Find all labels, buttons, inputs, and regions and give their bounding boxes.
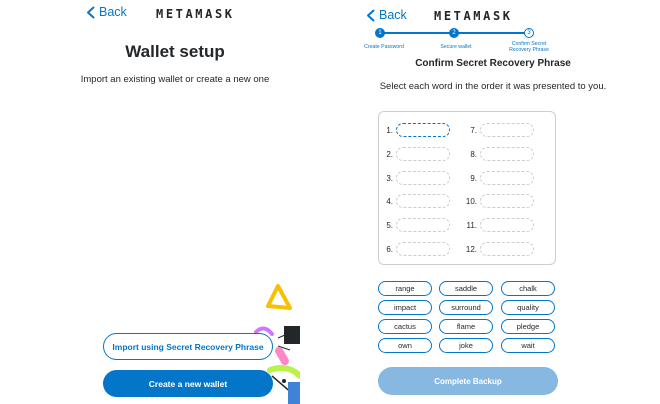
back-label: Back bbox=[99, 5, 127, 19]
word-chip[interactable]: pledge bbox=[501, 319, 555, 334]
slot-row bbox=[465, 194, 534, 208]
word-slot[interactable] bbox=[396, 171, 450, 185]
slot-number: 10. bbox=[465, 196, 477, 206]
word-slot[interactable] bbox=[480, 218, 534, 232]
slot-number: 8. bbox=[470, 149, 477, 159]
create-wallet-button[interactable]: Create a new wallet bbox=[103, 370, 273, 397]
step-1-dot: 1 bbox=[375, 28, 385, 38]
slot-number: 6. bbox=[386, 244, 393, 254]
slot-number: 5. bbox=[386, 220, 393, 230]
step-2-label: Secure wallet bbox=[440, 44, 472, 50]
page-title: Wallet setup bbox=[125, 42, 225, 61]
word-chip[interactable]: range bbox=[378, 281, 432, 296]
slot-row bbox=[381, 194, 450, 208]
progress-stepper bbox=[374, 28, 534, 38]
word-chip[interactable]: cactus bbox=[378, 319, 432, 334]
confirm-srp-screen bbox=[348, 0, 660, 404]
slot-row bbox=[381, 218, 450, 232]
slot-row bbox=[381, 242, 450, 256]
slot-row bbox=[381, 147, 450, 161]
word-slot[interactable] bbox=[396, 218, 450, 232]
word-slot[interactable] bbox=[480, 123, 534, 137]
slot-row bbox=[381, 171, 450, 185]
slot-row bbox=[465, 242, 534, 256]
word-chip[interactable]: saddle bbox=[439, 281, 493, 296]
slot-row bbox=[381, 123, 450, 137]
word-slot[interactable] bbox=[480, 242, 534, 256]
page-subtitle: Select each word in the order it was presented to you. bbox=[379, 81, 607, 92]
word-chip[interactable]: own bbox=[378, 338, 432, 353]
word-chip[interactable]: wait bbox=[501, 338, 555, 353]
page-title: Confirm Secret Recovery Phrase bbox=[415, 58, 571, 69]
slot-number: 3. bbox=[386, 173, 393, 183]
slot-number: 12. bbox=[465, 244, 477, 254]
slot-number: 9. bbox=[470, 173, 477, 183]
page-subtitle: Import an existing wallet or create a new one bbox=[80, 74, 270, 85]
word-slot[interactable] bbox=[396, 242, 450, 256]
slot-row bbox=[465, 123, 534, 137]
wallet-setup-screen bbox=[0, 0, 320, 404]
slot-number: 4. bbox=[386, 196, 393, 206]
chevron-left-icon bbox=[86, 6, 95, 19]
slot-number: 7. bbox=[470, 125, 477, 135]
step-3-dot: 3 bbox=[524, 28, 534, 38]
metamask-logo: METAMASK bbox=[156, 7, 235, 21]
back-label: Back bbox=[379, 8, 407, 22]
word-slot-grid bbox=[378, 111, 556, 265]
word-slot[interactable] bbox=[396, 194, 450, 208]
slot-number: 1. bbox=[386, 125, 393, 135]
slot-number: 11. bbox=[466, 220, 477, 230]
step-1-label: Create Password bbox=[364, 44, 404, 50]
word-chip[interactable]: chalk bbox=[501, 281, 555, 296]
slot-row bbox=[465, 218, 534, 232]
word-chip[interactable]: impact bbox=[378, 300, 432, 315]
slot-row bbox=[465, 147, 534, 161]
word-chip[interactable]: surround bbox=[439, 300, 493, 315]
word-slot[interactable] bbox=[396, 147, 450, 161]
step-3-label: Confirm Secret Recovery Phrase bbox=[509, 41, 549, 53]
step-2-dot: 2 bbox=[449, 28, 459, 38]
slot-number: 2. bbox=[386, 149, 393, 159]
word-slot[interactable] bbox=[480, 194, 534, 208]
metamask-logo: METAMASK bbox=[434, 9, 513, 23]
word-slot[interactable] bbox=[396, 123, 450, 137]
word-chip[interactable]: flame bbox=[439, 319, 493, 334]
import-srp-button[interactable]: Import using Secret Recovery Phrase bbox=[103, 333, 273, 360]
word-slot[interactable] bbox=[480, 171, 534, 185]
word-chip[interactable]: joke bbox=[439, 338, 493, 353]
back-button[interactable] bbox=[86, 5, 127, 19]
complete-backup-button[interactable]: Complete Backup bbox=[378, 367, 558, 395]
chevron-left-icon bbox=[366, 9, 375, 22]
word-chip[interactable]: quality bbox=[501, 300, 555, 315]
word-slot[interactable] bbox=[480, 147, 534, 161]
slot-row bbox=[465, 171, 534, 185]
back-button[interactable] bbox=[366, 8, 407, 22]
